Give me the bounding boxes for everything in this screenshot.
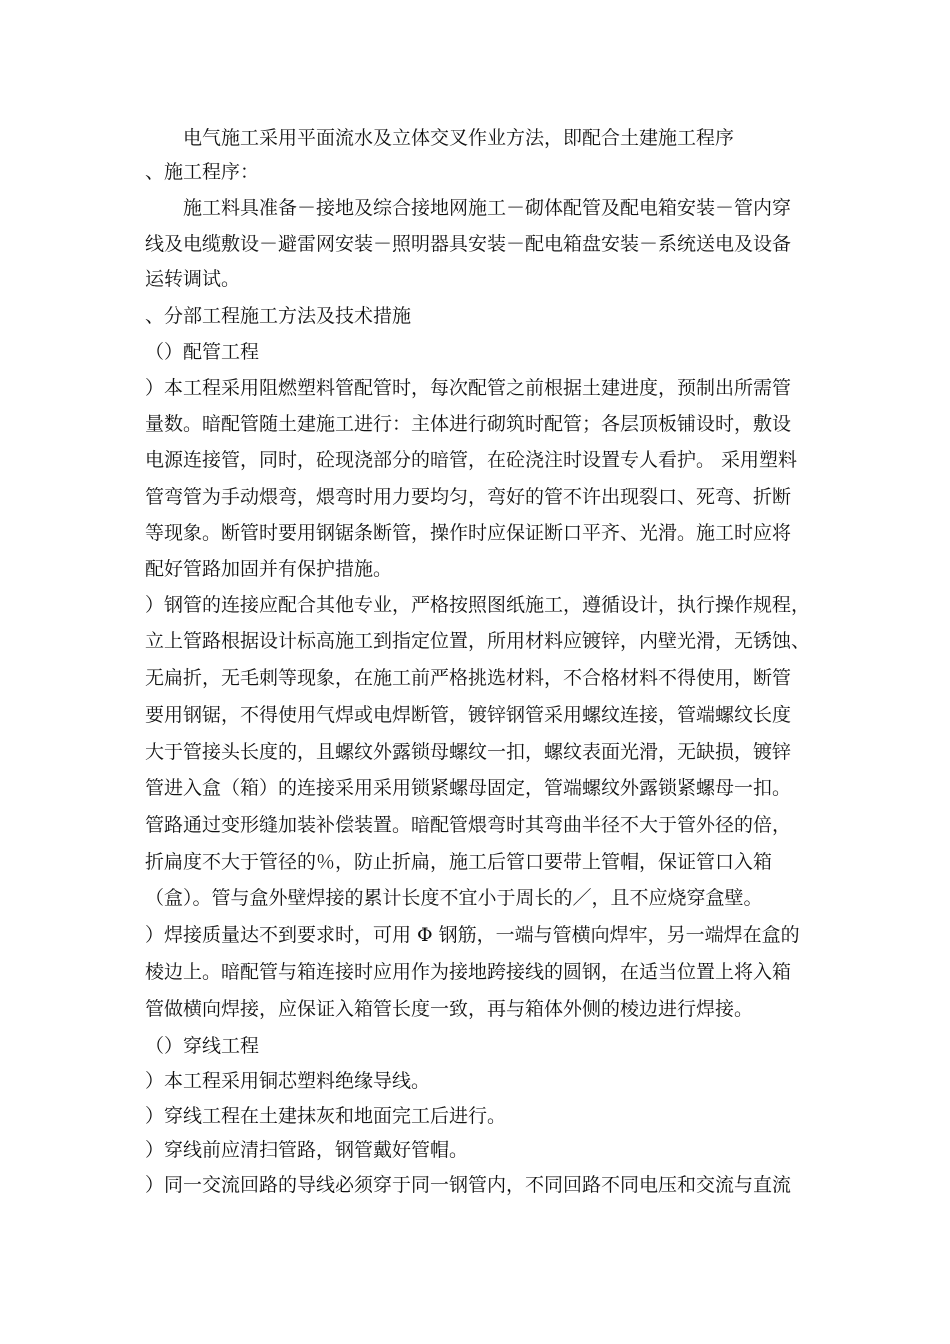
paragraph-line: 线及电缆敷设－避雷网安装－照明器具安装－配电箱盘安装－系统送电及设备 <box>145 233 792 255</box>
paragraph-line: 电源连接管，同时，砼现浇部分的暗管，在砼浇注时设置专人看护。 采用塑料 <box>145 449 798 471</box>
section-heading: 、分部工程施工方法及技术措施 <box>145 305 412 327</box>
paragraph-line: 管做横向焊接，应保证入箱管长度一致，再与箱体外侧的棱边进行焊接。 <box>145 998 754 1020</box>
section-heading: 、施工程序： <box>145 161 260 183</box>
paragraph-line: 折扁度不大于管径的％，防止折扁，施工后管口要带上管帽，保证管口入箱 <box>145 851 773 873</box>
paragraph-line: 棱边上。暗配管与箱连接时应用作为接地跨接线的圆钢，在适当位置上将入箱 <box>145 961 792 983</box>
paragraph-line: ）穿线前应清扫管路，钢管戴好管帽。 <box>145 1139 469 1161</box>
paragraph-line: 等现象。断管时要用钢锯条断管，操作时应保证断口平齐、光滑。施工时应将 <box>145 522 792 544</box>
paragraph-line: 无扁折，无毛刺等现象，在施工前严格挑选材料，不合格材料不得使用，断管 <box>145 667 792 689</box>
paragraph-line: ）本工程采用阻燃塑料管配管时，每次配管之前根据土建进度，预制出所需管 <box>145 377 792 399</box>
paragraph-line: 配好管路加固并有保护措施。 <box>145 558 393 580</box>
paragraph-line: ）穿线工程在土建抹灰和地面完工后进行。 <box>145 1105 507 1127</box>
paragraph-line: （盒）。管与盒外壁焊接的累计长度不宜小于周长的／，且不应烧穿盒壁。 <box>145 887 763 909</box>
paragraph-line: 管路通过变形缝加装补偿装置。暗配管煨弯时其弯曲半径不大于管外径的倍， <box>145 814 792 836</box>
paragraph-line: ）焊接质量达不到要求时，可用 Φ 钢筋，一端与管横向焊牢，另一端焊在盒的 <box>145 924 800 946</box>
paragraph-line: 电气施工采用平面流水及立体交叉作业方法，即配合土建施工程序 <box>183 127 735 149</box>
paragraph-line: 运转调试。 <box>145 268 241 290</box>
paragraph-line: 管弯管为手动煨弯，煨弯时用力要均匀，弯好的管不许出现裂口、死弯、折断 <box>145 486 792 508</box>
paragraph-line: 立上管路根据设计标高施工到指定位置，所用材料应镀锌，内壁光滑，无锈蚀、 <box>145 630 811 652</box>
paragraph-line: 管进入盒（箱）的连接采用采用锁紧螺母固定，管端螺纹外露锁紧螺母一扣。 <box>145 777 792 799</box>
paragraph-line: 大于管接头长度的，且螺纹外露锁母螺纹一扣，螺纹表面光滑，无缺损，镀锌 <box>145 741 792 763</box>
paragraph-line: ）本工程采用铜芯塑料绝缘导线。 <box>145 1070 431 1092</box>
subsection-heading: （）配管工程 <box>145 341 260 363</box>
paragraph-line: ）钢管的连接应配合其他专业，严格按照图纸施工，遵循设计，执行操作规程， <box>145 594 811 616</box>
paragraph-line: 施工料具准备－接地及综合接地网施工－砌体配管及配电箱安装－管内穿 <box>183 197 792 219</box>
paragraph-line: 要用钢锯，不得使用气焊或电焊断管，镀锌钢管采用螺纹连接，管端螺纹长度 <box>145 704 792 726</box>
subsection-heading: （）穿线工程 <box>145 1035 260 1057</box>
paragraph-line: 量数。暗配管随土建施工进行：主体进行砌筑时配管；各层顶板铺设时，敷设 <box>145 413 792 435</box>
paragraph-line: ）同一交流回路的导线必须穿于同一钢管内，不同回路不同电压和交流与直流 <box>145 1174 792 1196</box>
